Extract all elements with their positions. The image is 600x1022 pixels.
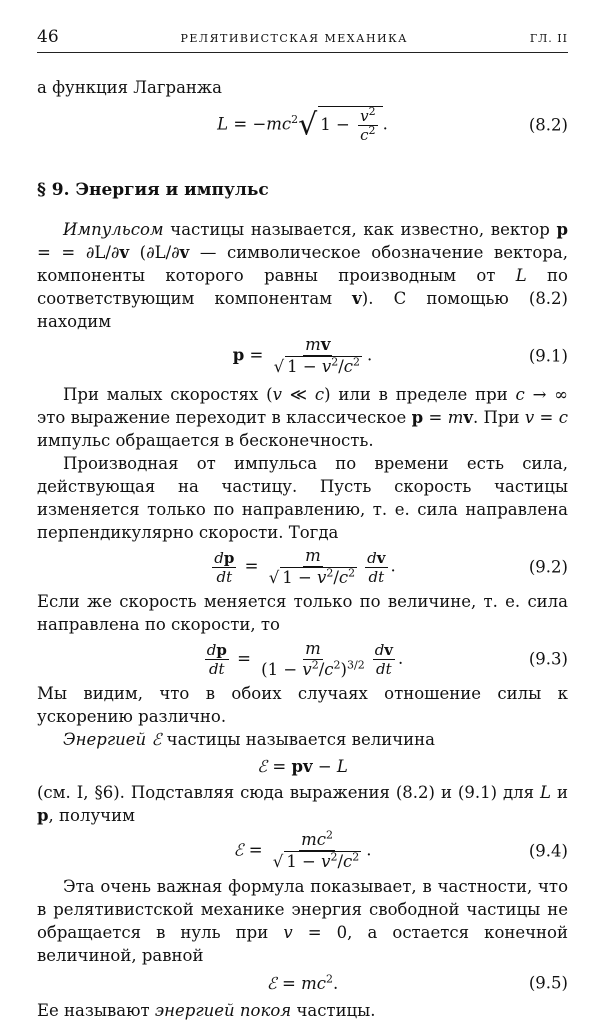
- paragraph-force-magnitude: Если же скорость меняется только по величине, т. е. сила направлена по скорости, то: [37, 592, 568, 634]
- paragraph-rest-energy-intro: Эта очень важная формула показывает, в частности, что в релятивистской механике энергия свободной частицы не обращается в нуль при v = 0, а остается конечной величиной, равной: [37, 877, 568, 965]
- equation-9-4: ℰ = $\frac{mc^2}{√ 1 - v^2/c^2}$ . (9.4): [233, 828, 568, 871]
- chapter-label: ГЛ. II: [529, 32, 568, 45]
- equation-9-2: $\frac{dp}{dt}$ = $\frac{m}{√ 1 - v^2/c^2}$ $\frac{dv}{dt}$ . (9.2): [214, 546, 568, 587]
- term-energy: Энергией: [63, 730, 147, 749]
- running-title: РЕЛЯТИВИСТСКАЯ МЕХАНИКА: [180, 32, 408, 45]
- equation-number: (9.2): [528, 557, 568, 577]
- paragraph-force-direction: Производная от импульса по времени есть сила, действующая на частицу. Пусть скорость частицы изменяется только по направлению, т. е. сила направлена перпендикулярно скорости. Тогда: [37, 454, 568, 542]
- equation-number: (9.3): [528, 649, 568, 669]
- equation-9-3: $\frac{dp}{dt}$ = $\frac{m}{(1 - v^2/c^2)^{3/2}}$ $\frac{dv}{dt}$ . (9.3): [206, 638, 568, 679]
- equation-number: (9.5): [528, 973, 568, 993]
- equation-9-5: ℰ = $mc^2$. (9.5): [266, 972, 568, 993]
- equation-number: (9.1): [528, 346, 568, 366]
- paragraph-substitution: (см. I, §6). Подставляя сюда выражения (8.2) и (9.1) для L и p, получим: [37, 783, 568, 825]
- term-rest-energy: энергией покоя: [154, 1001, 292, 1020]
- equation-number: (8.2): [528, 115, 568, 135]
- equation-energy-definition: ℰ = pv − L: [257, 756, 348, 776]
- paragraph-force-acceleration: Мы видим, что в обоих случаях отношение силы к ускорению различно.: [37, 684, 568, 726]
- equation-number: (9.4): [528, 841, 568, 861]
- paragraph-lagrange-intro: а функция Лагранжа: [37, 78, 222, 97]
- section-title: § 9. Энергия и импульс: [37, 180, 269, 200]
- page-header: [37, 26, 568, 53]
- paragraph-energy-definition: Энергией ℰ частицы называется величина: [63, 730, 435, 749]
- equation-8-2: $L = -mc^2√$ 1 − $\frac{v^2}{c^2}$ . (8.2): [217, 105, 568, 144]
- paragraph-momentum-definition: Импульсом частицы называется, как известно, вектор p = = ∂L/∂v (∂L/∂v — символическое обозначение вектора, компоненты которого равны производным от L по соответствующим компонентам v). С помощью (8.2) находим: [37, 220, 569, 331]
- page-number: 46: [37, 27, 59, 47]
- paragraph-rest-energy-name: Ее называют энергией покоя частицы.: [37, 1001, 376, 1020]
- paragraph-low-speed: При малых скоростях (v ≪ c) или в пределе при c → ∞ это выражение переходит в классическое p = mv. При v = c импульс обращается в бесконечность.: [37, 385, 569, 450]
- term-momentum: Импульсом: [63, 220, 164, 239]
- equation-9-1: p = $\frac{mv}{√ 1 - v^2/c^2}$ . (9.1): [232, 335, 568, 376]
